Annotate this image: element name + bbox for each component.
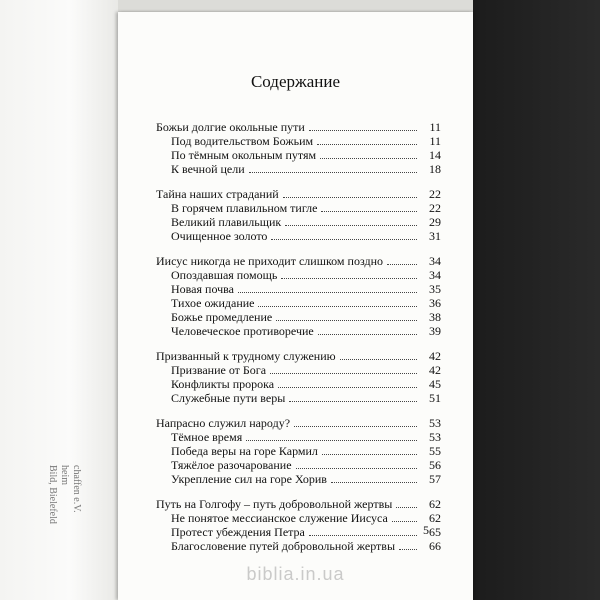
toc-item [156,296,441,310]
dot-leader [289,392,417,402]
toc-item-title: Тихое ожидание [171,296,255,310]
toc-item-page: 51 [429,391,441,405]
toc-item-title: Конфликты пророка [171,377,275,391]
toc-section-title: Иисус никогда не приходит слишком поздно [156,254,383,268]
toc-item [156,472,441,486]
toc-item-page: 66 [429,539,441,553]
dot-leader [396,498,417,508]
toc-section-page: 34 [429,254,441,268]
toc-section-title: Призванный к трудному служению [156,349,336,363]
toc-item [156,539,441,553]
toc-item-page: 18 [429,162,441,176]
dot-leader [276,311,417,321]
toc-item [156,282,441,296]
dot-leader [270,364,417,374]
toc-item-page: 35 [429,282,441,296]
dot-leader [318,325,417,335]
toc-item [156,310,441,324]
toc-item-title: Новая почва [171,282,234,296]
toc-section [156,187,441,201]
toc-item [156,444,441,458]
toc-item-title: Опоздавшая помощь [171,268,278,282]
toc-item-title: Под водительством Божьим [171,134,314,148]
toc-item-title: Укрепление сил на горе Хорив [171,472,327,486]
toc-item-title: В горячем плавильном тигле [171,201,318,215]
dot-leader [238,283,417,293]
toc-item [156,148,441,162]
toc-item-page: 53 [429,430,441,444]
toc-item [156,162,441,176]
toc-section-title: Напрасно служил народу? [156,416,291,430]
toc-item-title: Божье промедление [171,310,273,324]
dot-leader [322,445,417,455]
toc-section [156,416,441,430]
dot-leader [331,473,417,483]
toc-item-title: Тяжёлое разочарование [171,458,292,472]
dot-leader [317,135,417,145]
toc-item-title: Победа веры на горе Кармил [171,444,318,458]
toc-item [156,511,441,525]
toc-item-page: 57 [429,472,441,486]
section-gap [156,405,441,416]
toc-section-page: 42 [429,349,441,363]
table-of-contents [156,120,441,553]
toc-item-page: 56 [429,458,441,472]
toc-section-page: 53 [429,416,441,430]
toc-item [156,458,441,472]
toc-item [156,229,441,243]
toc-section [156,349,441,363]
toc-item [156,324,441,338]
background-dark [473,0,600,600]
toc-item [156,134,441,148]
facing-page-text [0,465,82,524]
toc-section-title: Путь на Голгофу – путь добровольной жертвы [156,497,393,511]
section-gap [156,243,441,254]
toc-item-title: Тёмное время [171,430,243,444]
toc-item [156,268,441,282]
watermark: biblia.in.ua [246,564,345,584]
toc-item-page: 22 [429,201,441,215]
facing-page-line: heim [59,465,70,485]
dot-leader [387,255,417,265]
toc-item-title: Благословение путей добровольной жертвы [171,539,396,553]
toc-item-page: 62 [429,511,441,525]
section-gap [156,338,441,349]
toc-item-title: Очищенное золото [171,229,268,243]
dot-leader [296,459,417,469]
toc-item [156,201,441,215]
page-number: 5 [423,523,429,537]
toc-section [156,254,441,268]
toc-item [156,377,441,391]
toc-section-page: 62 [429,497,441,511]
toc-item-page: 36 [429,296,441,310]
section-gap [156,176,441,187]
dot-leader [246,431,417,441]
toc-item-page: 45 [429,377,441,391]
toc-item-page: 14 [429,148,441,162]
book-page [118,12,473,600]
toc-item-page: 11 [429,134,441,148]
toc-item-title: К вечной цели [171,162,245,176]
toc-item [156,525,441,539]
toc-item-title: Призвание от Бога [171,363,267,377]
toc-item-page: 39 [429,324,441,338]
dot-leader [340,350,417,360]
facing-page [0,0,118,600]
section-gap [156,486,441,497]
page-title: Содержание [250,72,341,91]
dot-leader [258,297,417,307]
dot-leader [392,512,417,522]
toc-section [156,497,441,511]
toc-section-page: 22 [429,187,441,201]
dot-leader [285,216,417,226]
toc-item-title: Протест убеждения Петра [171,525,305,539]
toc-item-page: 38 [429,310,441,324]
toc-item [156,215,441,229]
toc-item-page: 29 [429,215,441,229]
dot-leader [281,269,417,279]
dot-leader [399,540,417,550]
toc-item-title: По тёмным окольным путям [171,148,317,162]
toc-item-page: 42 [429,363,441,377]
toc-section [156,120,441,134]
dot-leader [271,230,417,240]
toc-item-page: 65 [429,525,441,539]
facing-page-line: Bild, Bielefeld [47,465,58,524]
toc-item [156,363,441,377]
toc-item-title: Служебные пути веры [171,391,286,405]
toc-section-title: Тайна наших страданий [156,187,279,201]
dot-leader [249,163,417,173]
dot-leader [309,526,417,536]
facing-page-line: chaffen e.V. [71,465,82,513]
toc-section-title: Божьи долгие окольные пути [156,120,305,134]
toc-item-title: Не понятое мессианское служение Иисуса [171,511,388,525]
dot-leader [278,378,417,388]
toc-item [156,391,441,405]
toc-section-page: 11 [429,120,441,134]
dot-leader [320,149,417,159]
toc-item-page: 34 [429,268,441,282]
dot-leader [294,417,417,427]
dot-leader [309,121,417,131]
toc-item-title: Великий плавильщик [171,215,282,229]
toc-item-page: 55 [429,444,441,458]
dot-leader [321,202,417,212]
toc-item-title: Человеческое противоречие [171,324,314,338]
dot-leader [283,188,417,198]
toc-item [156,430,441,444]
toc-item-page: 31 [429,229,441,243]
